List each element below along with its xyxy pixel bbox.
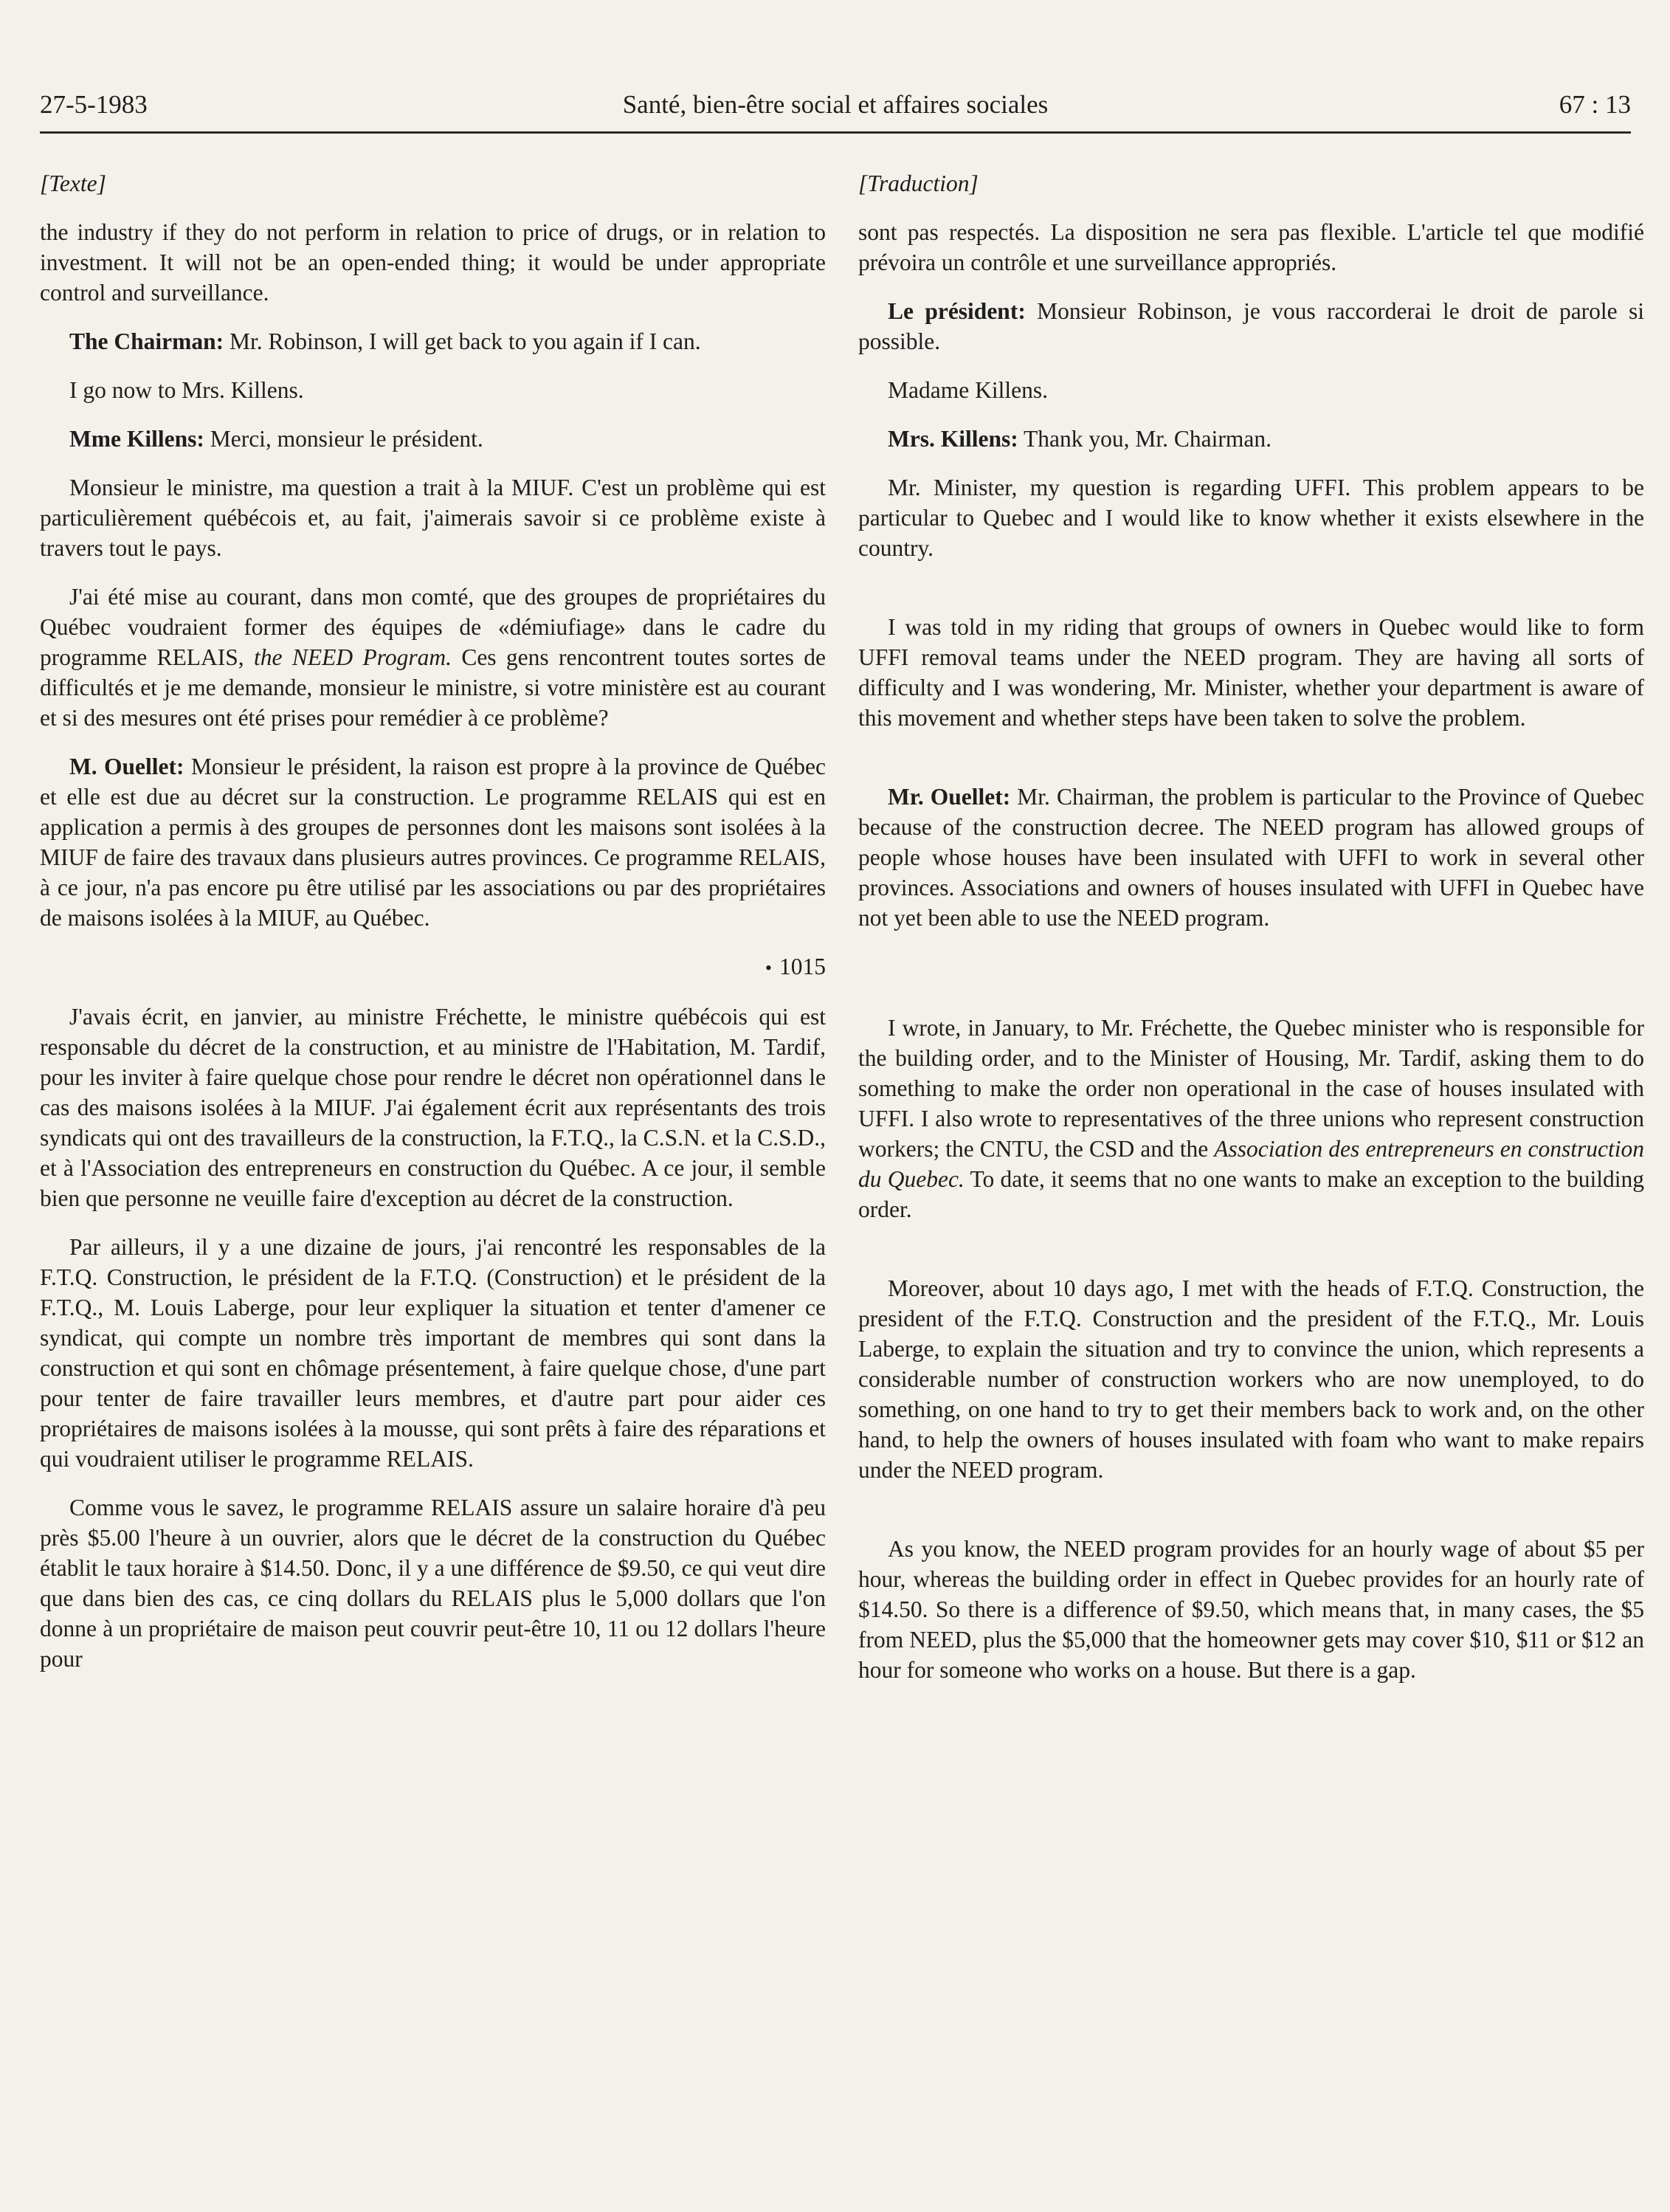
- right-column: [858, 168, 1644, 1703]
- speaker-name: Mrs. Killens:: [888, 426, 1018, 452]
- right-paragraph-9: Moreover, about 10 days ago, I met with the heads of F.T.Q. Construction, the president of the F.T.Q. Construction and the president of the F.T.Q., Mr. Louis Laberge, to explain the situation and try to convince the union, which represents a considerable number of construction workers who are now unemployed, to do something, on one hand to try to get their members back to work and, on the other hand, to help the owners of houses insulated with foam who want to make repairs under the NEED program.: [858, 1275, 1644, 1483]
- speech-text: Mr. Chairman, the problem is particular to the Province of Quebec because of the construction decree. The NEED program has allowed groups of people whose houses have been insulated with UFFI to work in several other provinces. Associations and owners of houses insulated with UFFI in Quebec have not yet been able to use the NEED program.: [858, 784, 1644, 931]
- speaker-name: The Chairman:: [69, 328, 224, 354]
- left-paragraph-2: [40, 326, 826, 356]
- left-label-open: [: [40, 170, 49, 196]
- left-paragraph-7: [40, 751, 826, 933]
- speaker-name: M. Ouellet:: [69, 754, 184, 779]
- right-paragraph-4: [858, 424, 1644, 454]
- bullet-icon: •: [765, 957, 772, 979]
- speech-text: Monsieur Robinson, je vous raccorderai le droit de parole si possible.: [858, 298, 1644, 354]
- left-column: [40, 168, 826, 1692]
- time-marker: [40, 951, 826, 983]
- left-paragraph-3: I go now to Mrs. Killens.: [69, 377, 304, 403]
- right-language-label: [858, 168, 1644, 199]
- speech-text: J'ai été mise au courant, dans mon comté, que des groupes de propriétaires du Québec voudraient former des équipes de «démiufiage» dans le cadre du programme RELAIS,: [40, 584, 826, 670]
- left-label-text: Texte: [49, 170, 97, 196]
- right-paragraph-3: Madame Killens.: [888, 377, 1048, 403]
- running-header: [40, 90, 1631, 134]
- column-spacer: [858, 951, 1644, 1013]
- left-paragraph-6: [40, 582, 826, 733]
- speaker-name: Mme Killens:: [69, 426, 204, 452]
- speech-text: Mr. Robinson, I will get back to you again if I can.: [224, 328, 701, 354]
- right-paragraph-5: Mr. Minister, my question is regarding UFFI. This problem appears to be particular to Quebec and I would like to know whether it exists elsewhere in the country.: [858, 475, 1644, 561]
- left-label-close: ]: [97, 170, 106, 196]
- time-marker-value: 1015: [779, 954, 826, 979]
- right-paragraph-6: I was told in my riding that groups of owners in Quebec would like to form UFFI removal teams under the NEED program. They are having all sorts of difficulty and I was wondering, Mr. Minister, whether your department is aware of this movement and whether steps have been taken to solve the problem.: [858, 614, 1644, 731]
- header-title: Santé, bien-être social et affaires sociales: [622, 90, 1049, 119]
- speaker-name: Mr. Ouellet:: [888, 784, 1011, 810]
- speech-text: Monsieur le président, la raison est propre à la province de Québec et elle est due au décret sur la construction. Le programme RELAIS qui est en application a permis à des groupes de personnes dont les maisons sont isolées à la MIUF de faire des travaux dans plusieurs autres provinces. Ce programme RELAIS, à ce jour, n'a pas encore pu être utilisé par les associations ou par des propriétaires de maisons isolées à la MIUF, au Québec.: [40, 754, 826, 931]
- left-paragraph-9: Par ailleurs, il y a une dizaine de jours, j'ai rencontré les responsables de la F.T.Q. Construction, le président de la F.T.Q. (Construction) et le président de la F.T.Q., M. Louis Laberge, pour leur expliquer la situation et tenter d'amener ce syndicat, qui compte un nombre très important de membres qui sont dans la construction et qui sont en chômage présentement, à faire quelque chose, d'une part pour tenter de faire travailler leurs membres, et d'autre part pour aider ces propriétaires de maisons isolées à la mousse, qui sont prêts à faire des réparations et qui voudraient utiliser le programme RELAIS.: [40, 1234, 826, 1472]
- right-label-text: Traduction: [867, 170, 970, 196]
- right-paragraph-8: [858, 1013, 1644, 1224]
- left-paragraph-8: J'avais écrit, en janvier, au ministre Fréchette, le ministre québécois qui est responsable du décret de la construction, et au ministre de l'Habitation, M. Tardif, pour les inviter à faire quelque chose pour rendre le décret non opérationnel dans le cas des maisons isolées à la MIUF. J'ai également écrit aux représentants des trois syndicats qui ont des travailleurs de la construction, la F.T.Q., la C.S.N. et la C.S.D., et à l'Association des entrepreneurs en construction du Québec. A ce jour, il semble bien que personne ne veuille faire d'exception au décret de la construction.: [40, 1004, 826, 1211]
- right-paragraph-1: sont pas respectés. La disposition ne sera pas flexible. L'article tel que modifié prévoira un contrôle et une surveillance appropriés.: [858, 219, 1644, 275]
- left-paragraph-4: [40, 424, 826, 454]
- speech-text: Ces gens rencontrent toutes sortes de difficultés et je me demande, monsieur le ministre, si votre ministère est au courant et si des mesures ont été prises pour remédier à ce problème?: [40, 644, 826, 731]
- speech-text-italic: the NEED Program.: [254, 644, 452, 670]
- left-paragraph-1: the industry if they do not perform in relation to price of drugs, or in relation to investment. It will not be an open-ended thing; it would be under appropriate control and surveillance.: [40, 219, 826, 306]
- right-paragraph-2: [858, 296, 1644, 356]
- left-paragraph-10: Comme vous le savez, le programme RELAIS assure un salaire horaire d'à peu près $5.00 l'heure à un ouvrier, alors que le décret de la construction du Québec établit le taux horaire à $14.50. Donc, il y a une différence de $9.50, ce qui veut dire que dans bien des cas, ce cinq dollars du RELAIS plus le 5,000 dollars que l'on donne à un propriétaire de maison peut couvrir peut-être 10, 11 ou 12 dollars l'heure pour: [40, 1495, 826, 1672]
- right-label-close: ]: [969, 170, 979, 196]
- right-label-open: [: [858, 170, 868, 196]
- speech-text-italic: Association des entrepreneurs en construction du Quebec.: [858, 1136, 1644, 1192]
- speech-text: I wrote, in January, to Mr. Fréchette, the Quebec minister who is responsible for the building order, and to the Minister of Housing, Mr. Tardif, asking them to do something to make the order non operational in the case of houses insulated with UFFI. I also wrote to representatives of the three unions who represent construction workers; the CNTU, the CSD and the: [858, 1015, 1644, 1162]
- right-paragraph-10: As you know, the NEED program provides for an hourly wage of about $5 per hour, whereas the building order in effect in Quebec provides for an hourly rate of $14.50. So there is a difference of $9.50, which means that, in many cases, the $5 from NEED, plus the $5,000 that the homeowner gets may cover $10, $11 or $12 an hour for someone who works on a house. But there is a gap.: [858, 1536, 1644, 1683]
- speech-text: Thank you, Mr. Chairman.: [1018, 426, 1272, 452]
- left-language-label: [40, 168, 826, 199]
- left-paragraph-5: Monsieur le ministre, ma question a trait à la MIUF. C'est un problème qui est particulièrement québécois et, au fait, j'aimerais savoir si ce problème existe à travers tout le pays.: [40, 475, 826, 561]
- speech-text: Merci, monsieur le président.: [204, 426, 483, 452]
- header-date: 27-5-1983: [40, 90, 148, 119]
- right-paragraph-7: [858, 782, 1644, 933]
- speaker-name: Le président:: [888, 298, 1026, 324]
- speech-text: To date, it seems that no one wants to make an exception to the building order.: [858, 1166, 1644, 1222]
- header-page-number: 67 : 13: [1559, 90, 1631, 119]
